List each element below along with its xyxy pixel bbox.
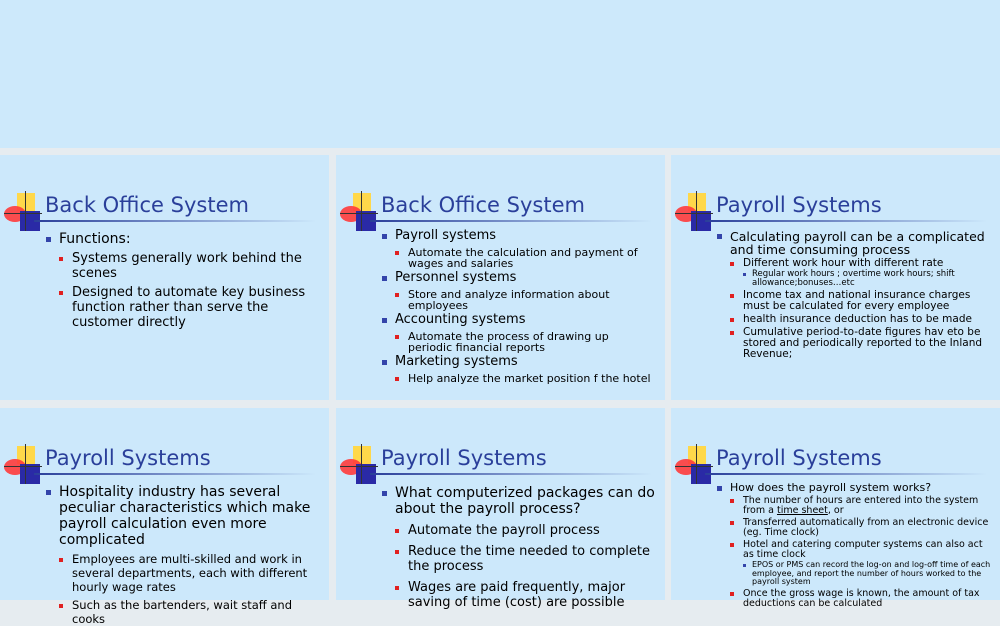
bullet-level1: Calculating payroll can be a complicated and time consuming process [717,230,992,256]
slide-logo-icon [4,446,44,486]
title-underline [705,220,987,222]
slide-3-thumbnail[interactable] [671,155,1000,400]
bullet-level2: Systems generally work behind the scenes [59,251,319,281]
slide-content [717,228,992,360]
bullet-level2: health insurance deduction has to be made [730,314,992,325]
slide-logo-icon [675,193,715,233]
bullet-level1: How does the payroll system works? [717,482,992,494]
bullet-level3: EPOS or PMS can record the log-on and log-off time of each employee, and report the number of hours worked to the payroll system [743,561,992,587]
title-underline [34,220,316,222]
bullet-level2: Employees are multi-skilled and work in several departments, each with different hourly wage rates [59,552,319,594]
bullet-level2: Store and analyze information about employees [395,289,655,311]
bullet-level2: Automate the calculation and payment of wages and salaries [395,247,655,269]
blank-top-area [0,0,1000,148]
slide-logo-icon [340,446,380,486]
slide-title: Payroll Systems [716,193,882,217]
slide-content [382,483,655,610]
slide-title: Payroll Systems [45,446,211,470]
bullet-level1: Personnel systems [382,271,655,285]
bullet-level1: Hospitality industry has several peculiar characteristics which make payroll calculation even more complicated [46,484,319,548]
slide-2-thumbnail[interactable] [336,155,665,400]
slide-title: Payroll Systems [716,446,882,470]
title-underline [370,220,652,222]
bullet-level1: What computerized packages can do about the payroll process? [382,485,655,517]
time-sheet-link[interactable]: time sheet [776,505,828,516]
slide-logo-icon [340,193,380,233]
bullet-text-tail: , or [827,505,844,516]
slide-content [46,482,319,626]
bullet-level3: Regular work hours ; overtime work hours; shift allowance;bonuses…etc [743,270,992,288]
slide-logo-icon [4,193,44,233]
slide-title: Payroll Systems [381,446,547,470]
slide-4-thumbnail[interactable] [0,408,329,626]
title-underline [370,473,652,475]
slide-content [382,227,655,384]
bullet-level1: Payroll systems [382,229,655,243]
bullet-level2: Cumulative period-to-date figures hav eto be stored and periodically reported to the Inland Revenue; [730,327,992,360]
bullet-level2: Automate the process of drawing up periodic financial reports [395,331,655,353]
bullet-level2: Transferred automatically from an electronic device (eg. Time clock) [730,518,992,538]
slide-title: Back Office System [381,193,585,217]
bullet-level1: Marketing systems [382,355,655,369]
bullet-level2: Wages are paid frequently, major saving of time (cost) are possible [395,580,655,610]
bullet-level2: Designed to automate key business function rather than serve the customer directly [59,285,319,330]
slide-logo-icon [675,446,715,486]
bullet-text: The number of hours are entered into the system from a [743,495,979,516]
bullet-level1: Functions: [46,231,319,247]
bullet-level2: Different work hour with different rate [730,258,992,269]
slide-6-thumbnail[interactable] [671,408,1000,609]
slide-1-thumbnail[interactable] [0,155,329,400]
slide-content [717,480,992,609]
title-underline [34,473,316,475]
bullet-level2 [730,496,992,516]
bullet-level2: Once the gross wage is known, the amount of tax deductions can be calculated [730,589,992,609]
bullet-level2: Automate the payroll process [395,523,655,538]
bullet-level2: Such as the bartenders, wait staff and cooks [59,598,319,626]
slide-5-thumbnail[interactable] [336,408,665,610]
bullet-level2: Help analyze the market position f the hotel [395,373,655,384]
bullet-level2: Reduce the time needed to complete the process [395,544,655,574]
slide-title: Back Office System [45,193,249,217]
slide-content [46,229,319,330]
bullet-level2: Hotel and catering computer systems can also act as time clock [730,540,992,560]
bullet-level2: Income tax and national insurance charges must be calculated for every employee [730,290,992,312]
title-underline [705,473,987,475]
bullet-level1: Accounting systems [382,313,655,327]
